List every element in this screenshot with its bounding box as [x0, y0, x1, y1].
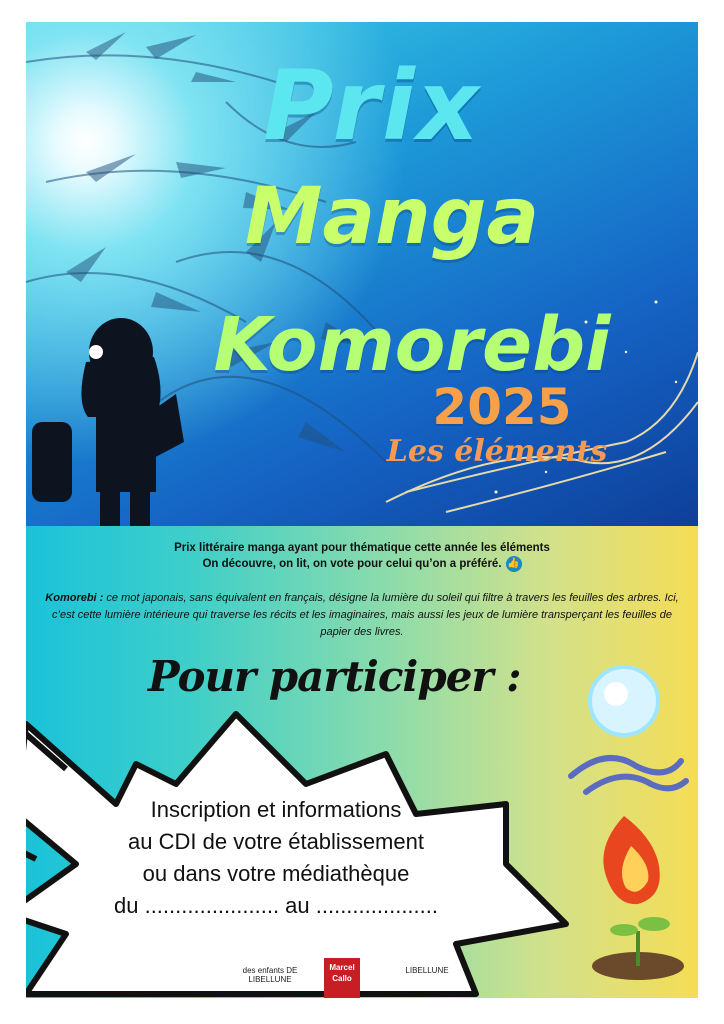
element-icons: [26, 526, 698, 998]
title-year: 2025: [432, 378, 572, 436]
intro-line-1: Prix littéraire manga ayant pour thématique cette année les éléments: [174, 542, 550, 554]
poster: [26, 22, 698, 998]
hero-banner: [26, 22, 698, 526]
registration-line-3: ou dans votre médiathèque: [142, 861, 410, 886]
water-icon: [571, 758, 686, 792]
title-komorebi: Komorebi: [213, 302, 611, 388]
logo-enfants-libellune: des enfants DE LIBELLUNE: [242, 966, 298, 984]
logo-marcel-callo: Marcel Callo: [324, 958, 360, 998]
participate-heading: Pour participer :: [148, 652, 521, 701]
title-manga: Manga: [244, 172, 540, 262]
info-section: [26, 526, 698, 998]
definition-text: ce mot japonais, sans équivalent en français, désigne la lumière du soleil qui filtre à travers les feuilles des arbres. Ici, c’est cette lumière intérieure qui traverse les récits et les imaginaires, mais aussi les jeux de lumière transperçant les feuilles de papier des livres.: [52, 592, 679, 638]
registration-line-2: au CDI de votre établissement: [128, 829, 424, 854]
fire-icon: [603, 816, 659, 904]
intro-line-2: On découvre, on lit, on vote pour celui qu’on a préféré.: [202, 558, 502, 571]
registration-line-1: Inscription et informations: [150, 797, 402, 822]
title-prix: Prix: [263, 50, 481, 162]
registration-line-4: du ...................... au ....................: [114, 893, 438, 918]
definition-term: Komorebi :: [45, 592, 104, 604]
earth-icon: [592, 917, 684, 980]
logo-libellune: LIBELLUNE: [405, 966, 449, 975]
thumbs-up-icon: 👍: [506, 556, 522, 572]
air-icon: [590, 667, 658, 735]
title-subtitle: Les éléments: [386, 434, 608, 469]
